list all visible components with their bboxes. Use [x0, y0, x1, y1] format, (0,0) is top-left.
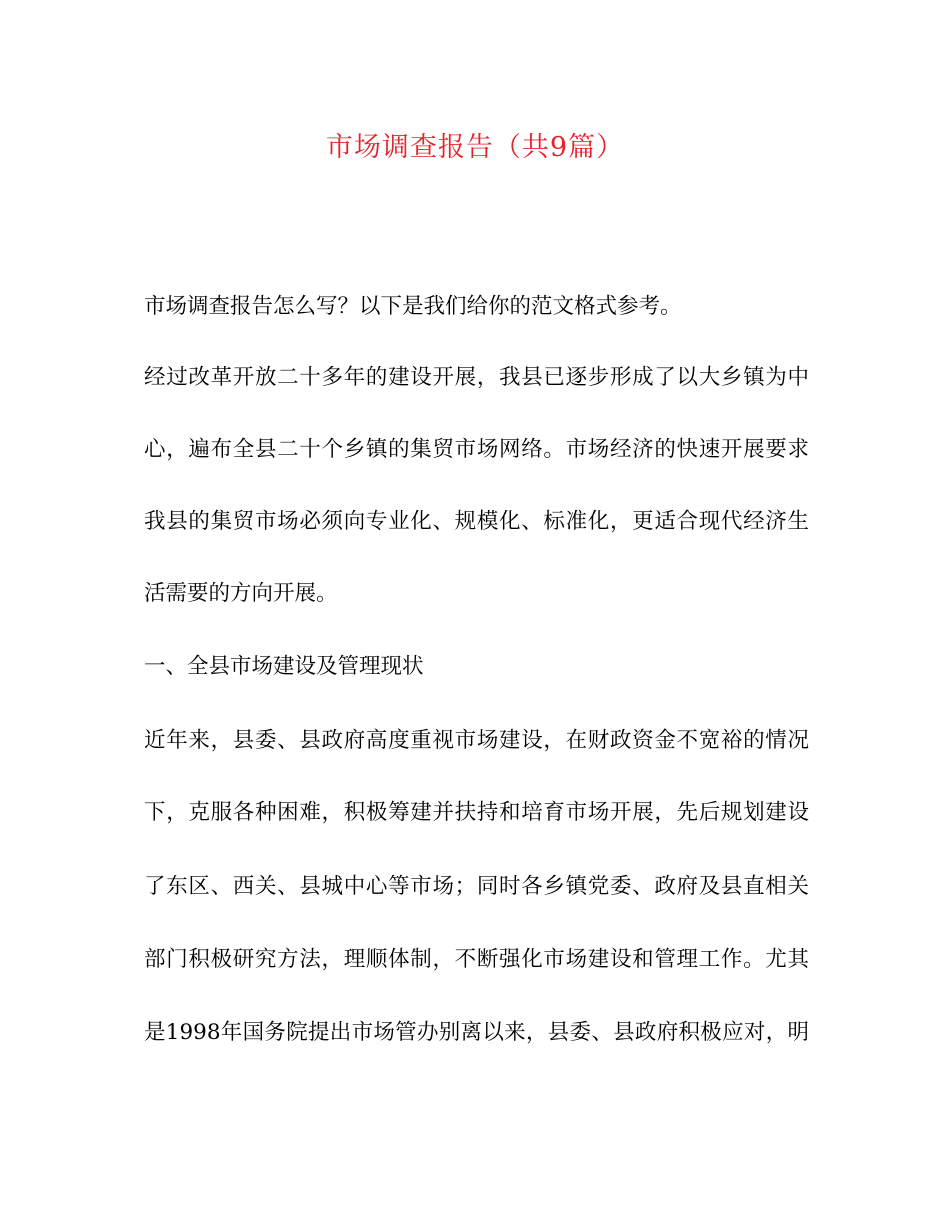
paragraph-line: 我县的集贸市场必须向专业化、规模化、标准化，更适合现代经济生: [144, 509, 809, 534]
paragraph-line: 是1998年国务院提出市场管办别离以来，县委、县政府积极应对，明: [144, 1020, 809, 1045]
paragraph-line: 近年来，县委、县政府高度重视市场建设，在财政资金不宽裕的情况: [144, 728, 809, 753]
paragraph-line: 活需要的方向开展。: [144, 581, 338, 606]
paragraph-line: 心，遍布全县二十个乡镇的集贸市场网络。市场经济的快速开展要求: [144, 437, 809, 462]
paragraph-line: 下，克服各种困难，积极筹建并扶持和培育市场开展，先后规划建设: [144, 800, 809, 825]
paragraph-line: 部门积极研究方法，理顺体制，不断强化市场建设和管理工作。尤其: [144, 947, 809, 972]
document-title: 市场调查报告（共9篇）: [325, 132, 625, 163]
paragraph-intro: 市场调查报告怎么写？以下是我们给你的范文格式参考。: [144, 294, 682, 319]
paragraph-line: 经过改革开放二十多年的建设开展，我县已逐步形成了以大乡镇为中: [144, 365, 809, 390]
paragraph-line: 了东区、西关、县城中心等市场；同时各乡镇党委、政府及县直相关: [144, 874, 809, 899]
section-heading: 一、全县市场建设及管理现状: [144, 654, 424, 679]
